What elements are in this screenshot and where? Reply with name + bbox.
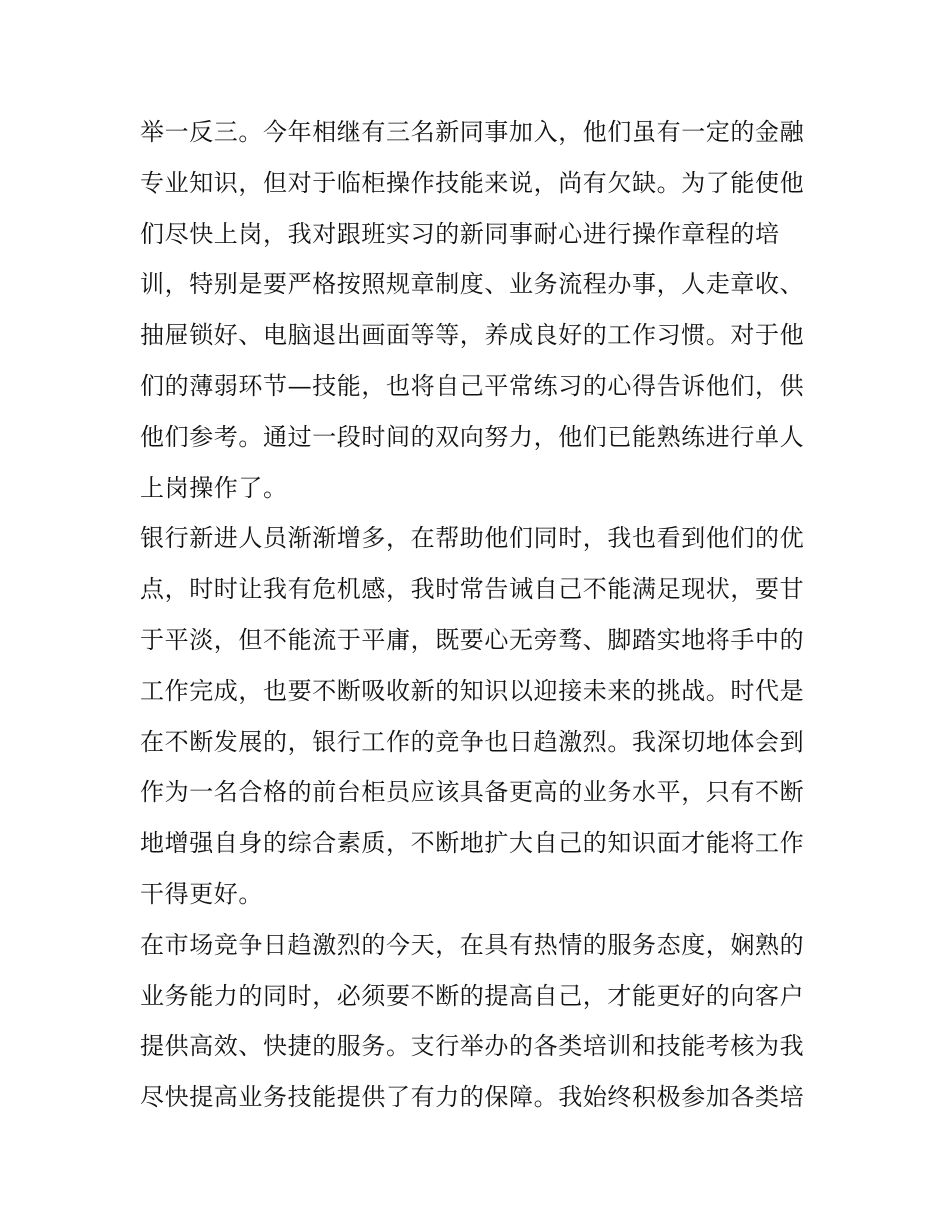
text-line: 举一反三。今年相继有三名新同事加入，他们虽有一定的金融 bbox=[140, 118, 805, 146]
text-line: 专业知识，但对于临柜操作技能来说，尚有欠缺。为了能使他 bbox=[140, 168, 805, 197]
text-line: 干得更好。 bbox=[140, 879, 263, 908]
text-line: 银行新进人员渐渐增多，在帮助他们同时，我也看到他们的优 bbox=[140, 524, 805, 553]
text-line: 点，时时让我有危机感，我时常告诫自己不能满足现状，要甘 bbox=[140, 575, 805, 604]
text-line: 于平淡，但不能流于平庸，既要心无旁骛、脚踏实地将手中的 bbox=[140, 625, 805, 654]
text-line: 在市场竞争日趋激烈的今天，在具有热情的服务态度，娴熟的 bbox=[140, 930, 805, 959]
text-line: 抽屉锁好、电脑退出画面等等，养成良好的工作习惯。对于他 bbox=[140, 321, 805, 350]
text-line: 尽快提高业务技能提供了有力的保障。我始终积极参加各类培 bbox=[140, 1083, 805, 1112]
text-line: 提供高效、快捷的服务。支行举办的各类培训和技能考核为我 bbox=[140, 1032, 805, 1061]
text-line: 们尽快上岗，我对跟班实习的新同事耐心进行操作章程的培 bbox=[140, 219, 780, 248]
text-line: 作为一名合格的前台柜员应该具备更高的业务水平，只有不断 bbox=[140, 778, 805, 807]
text-line: 工作完成，也要不断吸收新的知识以迎接未来的挑战。时代是 bbox=[140, 676, 805, 705]
text-line: 他们参考。通过一段时间的双向努力，他们已能熟练进行单人 bbox=[140, 422, 805, 451]
text-line: 训，特别是要严格按照规章制度、业务流程办事，人走章收、 bbox=[140, 270, 805, 299]
text-line: 上岗操作了。 bbox=[140, 473, 288, 502]
text-line: 们的薄弱环节—技能，也将自己平常练习的心得告诉他们，供 bbox=[140, 371, 805, 400]
text-line: 业务能力的同时，必须要不断的提高自己，才能更好的向客户 bbox=[140, 981, 805, 1010]
body-text bbox=[140, 107, 820, 1123]
text-line: 地增强自身的综合素质，不断地扩大自己的知识面才能将工作 bbox=[140, 829, 805, 858]
text-line: 在不断发展的，银行工作的竞争也日趋激烈。我深切地体会到 bbox=[140, 727, 805, 756]
